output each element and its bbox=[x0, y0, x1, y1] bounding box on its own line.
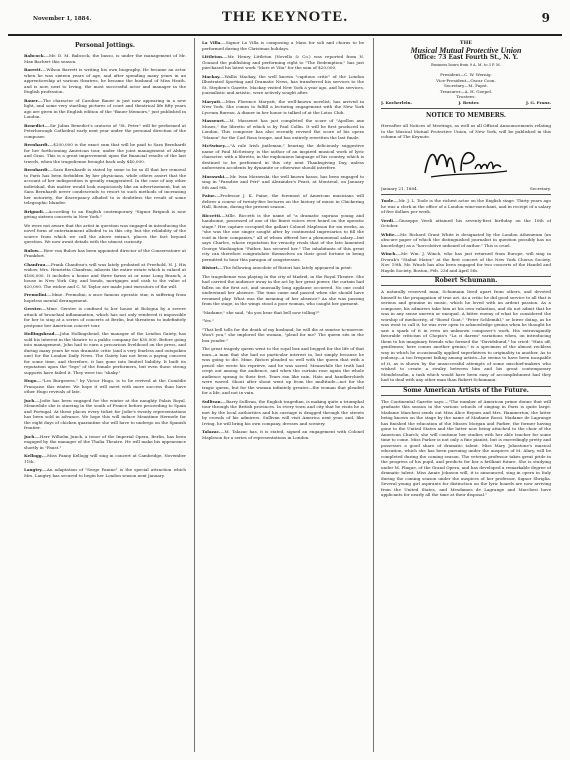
jotting-lead: Barrett. bbox=[24, 67, 43, 72]
jotting-item bbox=[202, 193, 364, 210]
union-the: THE bbox=[459, 40, 473, 46]
jotting-text: —Mr. D. M. Babcock, the basso, is under the management of Mr. Max Bachert this season. bbox=[24, 53, 186, 64]
jotting-item bbox=[202, 143, 364, 171]
jotting-lead: Hugo. bbox=[24, 378, 38, 383]
union-officers bbox=[381, 72, 551, 100]
jotting-item bbox=[202, 429, 364, 440]
column-rule bbox=[373, 38, 374, 752]
schumann-text: A naturally reserved man, Schumann lived apart from others, and devoted himself to the propagation of true art. As a critic he did good service to all that is serious and genuine in music, which he loved with an ardent passion. As a composer, his admirers take him at his own valuation, and do not admit that he was in any sense uneven or unequal. A bitter enemy of what he considered the worship of mediocrity, of "Boeuf Goat," "Peter Schlemihl," or lower doing, as he was wont to call it, he was ever open to acknowledge genius when he thought he saw a spark of it in even an unknown composer's work. His extravagantly favorable criticism of Chopin's "La ci darem" variations when, on introducing them to his imaginary friends who formed the "Davidsbund," he cried: "Hats off, gentlemen; here comes another genius," is a specimen of the almost reckless way in which he occasionally applied superlatives to originality in another. As to jealousy—a too frequent failing among artists—he seems to have been incapable of it, as is shown by the unsuccessful attempts of some mischief-makers who wished to create a rivalry between him and his great contemporary Mendelssohn, a task which would have been easy of accomplishment had they had to deal with any other man than Robert Schumann. bbox=[381, 289, 551, 382]
jotting-item bbox=[24, 248, 186, 259]
jotting-text: —Miss Fanny Kellogg will sing in concert at Cambridge, November 11th. bbox=[24, 453, 186, 464]
divider bbox=[381, 108, 551, 109]
american-artists-title: Some American Artists of the Future. bbox=[381, 386, 551, 396]
notice-text: Hereafter all Notices of Meetings, as well as all Official Announcements relating to the Musical Mutual Protective Union, of New York, will be published in this column of The Keynote. bbox=[381, 123, 551, 139]
jotting-lead: Maryatt. bbox=[202, 98, 222, 104]
jotting-lead: Brignoli. bbox=[24, 208, 45, 214]
jotting-text: —Herr von Bulow has been appointed director of the Conservatoire at Frankfort. bbox=[24, 247, 186, 258]
notice-date: January 21, 1884. bbox=[381, 185, 418, 191]
jotting-item bbox=[202, 54, 364, 71]
jotting-text: —M. Massenet has just completed the score of "Apollon aux Muses," the libretto of which is by Paul Collin. It will be first produced in London. This composer has also recently revised the score of his opera "Manon" for the Carl Rosa troupe, and has entirely rewritten the last finale. bbox=[202, 118, 364, 140]
jotting-text: —Mr. Richard Grant White is designated by the London Athenæum (an obscure paper of which the distinguished journalist in question possibly has no knowledge) as a "horcolotive unheard of author." This is cruel. bbox=[381, 231, 551, 248]
jotting-text: "That bell tolls for the death of my husband; he will die at sunrise to-morrow. Won't you," she implored the woman, "plead for me? The queen sits in the box yonder." bbox=[202, 326, 364, 343]
jotting-item bbox=[24, 292, 186, 303]
jotting-lead: Bernhardt. bbox=[24, 142, 50, 147]
jotting-item bbox=[24, 167, 186, 206]
jotting-text: —Professor J. K. Paine, the foremost of American musicians will deliver a course of twenty-five lectures on the history of music in Chickering Hall, Boston, during the present season. bbox=[202, 193, 364, 209]
jotting-text: —Giuseppe Verdi attained his seventy-first birthday on the 10th of October. bbox=[381, 217, 551, 228]
jotting-text: —M. Talazac has, it is stated, signed an engagement with Colonel Mapleson for a series of representations in London. bbox=[202, 429, 364, 440]
jotting-text: —Barry Sullivan, the English tragedian, is making quite a triumphal tour through the British provinces. In every town and city that he visits he is met by the local authorities and his carriage is dragged through the streets by crowds of his admirers. Sullivan will visit America next year, and, like Irving, he will bring his own company, dresses and scenery. bbox=[202, 398, 364, 426]
jotting-item bbox=[202, 318, 364, 324]
jotting-lead: Babcock. bbox=[24, 53, 45, 58]
page-header bbox=[8, 5, 562, 36]
jotting-lead: Riccetti. bbox=[202, 212, 222, 218]
jotting-item bbox=[381, 232, 551, 249]
jotting-text: —Frank Chanfrau's will was lately probated at Freehold, N. J. His widow, Mrs. Henrietta Chanfrau, inherits the entire estate which is valued at $160,000. It includes a house and three farms at or near Long Branch, a house in New York City, and bonds, mortgages and cash to the value of $20,000. The widow and C. W. Taylor are made joint executors of the will. bbox=[24, 261, 186, 289]
jotting-lead: Massenet. bbox=[202, 118, 226, 123]
jotting-lead: Winch. bbox=[381, 251, 397, 256]
jotting-text: —Sir Julius Benedict's oratorio of "St. Peter" will be performed at Peterborough Cathedral early next year under the personal direction of the composer. bbox=[24, 122, 186, 139]
jotting-item bbox=[202, 213, 364, 263]
jotting-item bbox=[202, 118, 364, 140]
jotting-text: —"Les Burgraves," by Victor Hugo, is to be revived at the Comédie Française this winter. We hope it will meet with more success than have other Hugo revivals of late. bbox=[24, 378, 186, 394]
jotting-item bbox=[24, 67, 186, 95]
jotting-item bbox=[24, 123, 186, 140]
jotting-text: —Signor La Villa is composing a Mass for soli and chorus to be performed during the Christmas holidays. bbox=[202, 40, 364, 51]
jotting-item bbox=[381, 218, 551, 229]
jotting-item bbox=[24, 223, 186, 245]
jotting-text: —Mr. J. L. Toole is the richest actor on the English stage. Thirty years ago he was a clerk in the office of a London wine-merchant, and in receipt of a salary of five dollars per week. bbox=[381, 198, 551, 214]
jotting-item bbox=[24, 331, 186, 375]
jotting-text: —Miss Florence Maryatt, the well-known novelist, has arrived in New York. She comes to fulfill a lecturing engagement with the New York Lyceum Bureau. A dinner in her honor is talked of at the Lotos Club. bbox=[202, 98, 364, 115]
jotting-lead: Mackay. bbox=[202, 73, 221, 79]
jotting-lead: Bernhardt. bbox=[24, 167, 50, 172]
jottings-list-continued bbox=[202, 40, 364, 440]
signature-image bbox=[421, 143, 511, 183]
jotting-item bbox=[24, 53, 186, 64]
jotting-text: —An adaptation of "Serge Panine" is the special attraction which Mrs. Langtry has secured to begin her London season next January. bbox=[24, 467, 186, 478]
jotting-item bbox=[202, 274, 364, 307]
issue-date: November 1, 1884. bbox=[33, 16, 92, 22]
jotting-item bbox=[202, 99, 364, 116]
jotting-text: —"A rale Irish jintleman," bearing the deliciously suggestive name of Paul McSwiney, is the author of an inspired musical work of lyric character, with a libretto, in the euphonious language of his country, which is destined to be performed in this city next Thanksgiving Day, unless unforeseen accidents by dynamite or otherwise should interfere. bbox=[202, 143, 364, 170]
trustees-label: Trustees: bbox=[456, 94, 476, 99]
jotting-text: —Mme. Fremolini, a once famous operatic star, is suffering from hopeless mental derangement. bbox=[24, 292, 186, 303]
jotting-text: We were not aware that the artist in question was engaged in introducing the novel form of entertainment alluded to in this city, but the reliability of the source from which we cull the above extract, places the fact beyond question. We now await details with the utmost curiosity. bbox=[24, 222, 186, 244]
jottings-list bbox=[24, 53, 186, 478]
jotting-item bbox=[202, 399, 364, 427]
jotting-text: —The character of Caroline Bauer is just now appearing in a new light, and some very startling pictures of court and theatrical life fifty years ago are given in the English edition of the "Bauer Memoirs," just published in London. bbox=[24, 97, 186, 119]
jotting-item bbox=[381, 198, 551, 215]
jotting-lead: La Villa. bbox=[202, 40, 222, 45]
jotting-text: —Mr. Wm. J. Winch, who has just returned from Europe, will sing in Dvorak's "Stabat Mater," at the first concert of the New York Chorus Society, Nov. 19th. Mr. Winch has also been engaged for two concerts of the Handel and Haydn Society, Boston, Feb. 23d and April 5th. bbox=[381, 251, 551, 273]
trustees-list bbox=[381, 100, 551, 106]
trustee-name: J. Reuter. bbox=[458, 99, 480, 105]
jotting-item bbox=[202, 346, 364, 396]
american-artists-text: The Continental Gazette says:—"The number of American prime donne that will graduate this season in the various schools of singing in Paris is quite large. Madame Marchesi sends out Miss Alice Reynes and Mrs. Hammerton, the latter being known on the stage by the name of Madame Rossi. Madame de Lagrange has finished the education of the Misses Morgan and Parker, the former having gone to the United States and the latter now being attached to the choir of the American Church; she will continue her studies with her able teacher for some time to come. Miss Parker is not only a fine pianist, but is exceedingly pretty and possesses a good share of dramatic talent. Miss Mary Johnstone's musical education, which she has been pursuing under the auspices of M. Alary, will be completed during the coming season. The veteran professor takes great pride in the progress of his pupil, and predicts for her a brilliant future. She is studying under M. Plaque, of the Grand Opera, and has developed a remarkable degree of dramatic talent. Miss Annie Johnson will, it is announced, sing in opera in Italy during the coming season under the auspices of her professor, Signor Sbriglia. Several young girl aspirants for distinction on the lyric boards are now arriving from the United States, and Mesdames de Lagrange and Marchesi have applicants for nearly all the time at their disposal." bbox=[381, 398, 551, 497]
column-3 bbox=[381, 40, 551, 752]
jotting-item bbox=[202, 265, 364, 271]
jotting-item bbox=[202, 40, 364, 51]
jotting-item bbox=[202, 74, 364, 96]
jotting-item bbox=[381, 251, 551, 273]
signature-line bbox=[381, 186, 551, 192]
jotting-text: —Mr. Ivan Morawski, the well known basso, has been engaged to sing in "Paradise and Peri" and Alexander's Feast, at Montreal, on January 8th and 9th. bbox=[202, 173, 364, 190]
jotting-lead: Talazac. bbox=[202, 429, 221, 434]
jotting-lead: Paine. bbox=[202, 193, 217, 198]
union-masthead bbox=[381, 40, 551, 69]
union-office: Office: 73 East Fourth St., N. Y. bbox=[413, 54, 519, 61]
jotting-lead: Juch. bbox=[24, 433, 36, 439]
schumann-title: Robert Schumann. bbox=[381, 276, 551, 286]
officer-treasurer: Treasurer—A. H. Goepel. bbox=[439, 88, 493, 94]
jotting-lead: Fremolini. bbox=[24, 292, 48, 297]
jotting-text: —Wallis Mackay, the well known "capitous critic" of the London Illustrated Sporting and Dramatic News, has transferred his services to the St. Stephen's Gazette. Mackay visited New York a year ago, and his services, journalistic and artistic, were actively sought after. bbox=[202, 73, 364, 95]
jotting-lead: White. bbox=[381, 231, 397, 237]
jotting-item bbox=[202, 174, 364, 191]
jotting-lead: Hollingshead. bbox=[24, 331, 56, 336]
jotting-lead: Juch. bbox=[24, 397, 36, 403]
jotting-lead: Chanfrau. bbox=[24, 261, 47, 267]
jotting-text: —Wilson Barrett is writing his own biography. He became an actor when he was sixteen years of age, and after spending many years in an apprenticeship at various theatres, he became the husband of Miss Heath, and is now, next to Irving, the most successful actor and manager in the English profession. bbox=[24, 67, 186, 94]
jotting-lead: Kellogg. bbox=[24, 453, 44, 458]
jotting-text: The tragedienne was playing in the city of Madrid, in the Royal Theatre. She had carried the audience away in the act by her great power, the curtain had fallen on the first act, and unusually long applause occurred. No one could understand her absence. The time came and passed when she should have resumed play. What was the meaning of her absence? As she was passing from the stage, in the wings stood a poor woman, who caught her garment. bbox=[202, 273, 364, 306]
column-2 bbox=[202, 40, 364, 752]
officer-president: President—C. W. Wernig. bbox=[440, 72, 492, 77]
jotting-text: —$200,000 is the exact sum that will be paid to Sara Bernhardt for her forthcoming American tour, under the joint management of Abbey and Grau. This is a great improvement upon the financial results of the last travels, when the tragedienne brought back only $40,000. bbox=[24, 142, 186, 164]
jotting-lead: Bauer. bbox=[24, 97, 39, 103]
jotting-lead: Verdi. bbox=[381, 217, 395, 223]
jotting-item bbox=[202, 327, 364, 344]
jotting-item bbox=[24, 398, 186, 431]
jotting-text: —Mlle. Riccetti is the name of "a dramatic soprano young and handsome, possessed of one of the finest voices ever heard on the operatic stage." Her capture occupied the gallant Colonel Mapleson for six weeks, as "she was the one singer sought after by continental impresarios to fill the void in their companies," all of whom offered her a phenomenal salary—but says Charles, whose reputation for veracity rivals that of the late lamented George Washington "Father, has secured her." The inhabitants of this great city can therefore congratulate themselves on their good fortune in being permitted to hear this paragon of songstresses. bbox=[202, 212, 364, 262]
jotting-item bbox=[24, 378, 186, 395]
jotting-item bbox=[24, 209, 186, 220]
jotting-lead: Toole. bbox=[381, 198, 395, 203]
jotting-item bbox=[24, 453, 186, 464]
jotting-lead: Littleton. bbox=[202, 54, 224, 59]
jottings-list-more bbox=[381, 198, 551, 273]
jotting-text: —The following anecdote of Ristori has lately appeared in print: bbox=[219, 265, 353, 270]
jotting-text: —Sara Bernhardt is stated by some to be so ill that her removal to Paris has been forbidden by her physicians, while others assert that the account of her indisposition is greatly exaggerated. In the case of any other individual, this matter would look suspiciously like an advertisement, but as Sara Bernhardt never condescends to resort to such methods of increasing her notoriety, the discrepancy alluded to is doubtless the result of some telegraphic blunder. bbox=[24, 167, 186, 205]
jotting-text: —Mme. Gerster is confined to her house at Bologna by a severe attack of bronchial inflammation, which has not only rendered it impossible for her to sing at a series of concerts at Berlin, but threatens to indefinitely postpone her American concert tour. bbox=[24, 306, 186, 328]
union-hours: Business hours from 9 A. M. to 3 P. M. bbox=[431, 63, 501, 67]
jotting-text: —Jodie has been engaged for the winter at the naughty Palais Royal. Meanwhile she is starring in the south of France before proceeding to Spain and Portugal. At these places every ticket for Jodie's twenty representations has been sold in advance. We hope this will induce Meantime Hermele for the eight days of chicken quarantine she will have to undergo on the Spanish frontier. bbox=[24, 397, 186, 430]
jotting-lead: McSwiney. bbox=[202, 143, 226, 148]
officer-secretary: Secretary—M. Papst. bbox=[444, 83, 488, 88]
column-rule bbox=[194, 38, 195, 752]
jotting-item bbox=[24, 306, 186, 328]
jotting-text: —Mr. Henry Littleton (Novello & Co.) was reported from N. Gounod the publishing and performing right to "The Redemption," has just purchased his latest work "Mors et Vita" for the sum of $20,000. bbox=[202, 54, 364, 70]
jotting-lead: Gerster. bbox=[24, 306, 43, 311]
divider bbox=[381, 194, 551, 195]
jotting-item bbox=[24, 262, 186, 290]
section-title: Personal Jottings. bbox=[74, 42, 135, 49]
secretary-signature bbox=[381, 143, 551, 183]
jotting-item bbox=[24, 98, 186, 120]
trustee-name: J. G. Franz. bbox=[525, 99, 551, 105]
jotting-text: "Madame," she said, "do you hear that bell now tolling?" bbox=[202, 309, 320, 315]
officer-vice-president: Vice-President—Oscar Coon. bbox=[436, 77, 496, 83]
jotting-text: The great tragedy queen went to the royal box and begged for the life of that man—a man that she had no particular interest in, but simply because he was going to die. Mme. Ristori pleaded so well with the queen that with a pencil she wrote his reprieve, and he was saved. Meanwhile the truth had crept out among the audience, and when the curtain rose again the whole audience sprang to their feet. Tears ran like rain. Hats and handkerchiefs were waved. Shout after shout went up from the multitude—not for the tragic queen, but for the woman infinitely greater—the woman that pleaded for a life, and not in vain. bbox=[202, 346, 364, 395]
jotting-text: —Herr Wilhelm Junck, a tenor of the Imperial Opera, Berlin, has been engaged by the manager of the Thalia Theatre. He will make his appearance shortly in "Faust." bbox=[24, 433, 186, 450]
jotting-text: —John Hollingshead, the manager of the London Gaiety, has sold his interest in the theatre to a public company for $30,000. Before going into management, John had to earn a precarious livelihood on the press, and during many years he was dramatic critic (and a very fearless and outspoken one) for the London Daily News. The Gaiety has not been a paying concern for some time, and therefore, it has gone into limited liability. It built its reputation upon the "legs" of the female performers, but even those strong supports have failed it. They were too "shaky." bbox=[24, 331, 186, 375]
jotting-item bbox=[202, 310, 364, 316]
jotting-lead: Langtry. bbox=[24, 467, 43, 472]
jotting-item bbox=[24, 467, 186, 478]
notice-role: Secretary. bbox=[529, 185, 551, 191]
masthead-title: THE KEYNOTE. bbox=[221, 9, 349, 25]
jotting-lead: Sullivan. bbox=[202, 398, 223, 404]
notice-title: NOTICE TO MEMBERS. bbox=[426, 112, 506, 119]
page-number: 9 bbox=[541, 11, 550, 25]
jotting-lead: Ristori. bbox=[202, 265, 220, 270]
jotting-lead: Benedict. bbox=[24, 122, 46, 128]
trustee-name: J. Kocherlein. bbox=[381, 99, 413, 105]
jotting-item bbox=[24, 142, 186, 164]
jotting-text: "Yes." bbox=[202, 318, 214, 323]
jotting-text: —According to an English contemporary "Signor Brignoli is now giving sixteen concerts in New York." bbox=[24, 208, 186, 219]
jotting-lead: Morawski. bbox=[202, 173, 226, 179]
union-name: Musical Mutual Protective Union bbox=[410, 46, 522, 55]
jotting-lead: Bulow. bbox=[24, 247, 40, 253]
jotting-item bbox=[24, 434, 186, 451]
column-1 bbox=[24, 40, 186, 752]
